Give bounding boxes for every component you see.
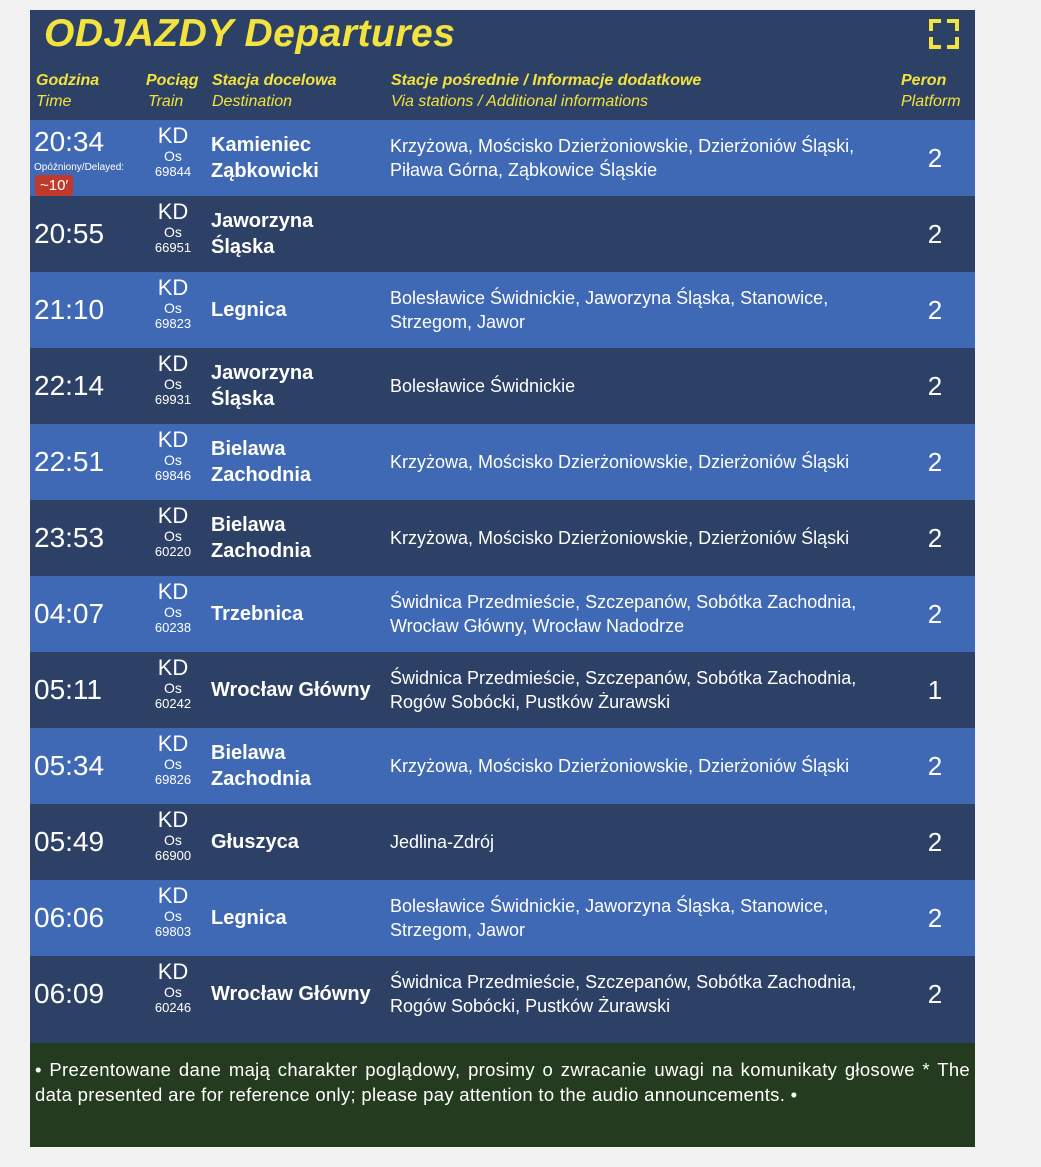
train-operator: KD <box>157 731 189 756</box>
departure-row[interactable] <box>30 348 975 424</box>
platform: 2 <box>927 142 943 173</box>
column-header-platform-pl: Peron <box>901 72 947 89</box>
train-info <box>145 656 201 712</box>
platform: 2 <box>927 978 943 1009</box>
train-info <box>145 428 201 484</box>
destination: Kamieniec Ząbkowicki <box>211 134 319 182</box>
departure-time: 22:14 <box>34 370 105 401</box>
platform: 2 <box>927 750 943 781</box>
platform: 2 <box>927 446 943 477</box>
platform: 2 <box>927 598 943 629</box>
column-header-train-pl: Pociąg <box>146 72 199 89</box>
column-header-via-en: Via stations / Additional informations <box>391 93 649 110</box>
via-stations: Bolesławice Świdnickie <box>390 376 576 396</box>
via-stations: Świdnica Przedmieście, Szczepanów, Sobótka Zachodnia, Rogów Sobócki, Pustków Żurawski <box>390 668 857 712</box>
departure-time: 06:09 <box>34 978 105 1009</box>
via-stations: Krzyżowa, Mościsko Dzierżoniowskie, Dzierżoniów Śląski <box>390 528 850 548</box>
train-category: Os <box>164 376 182 392</box>
destination: Bielawa Zachodnia <box>211 514 312 562</box>
column-header-time <box>36 70 99 112</box>
departure-row[interactable] <box>30 880 975 956</box>
train-operator: KD <box>157 275 189 300</box>
departure-time: 20:34 <box>34 126 105 157</box>
destination: Bielawa Zachodnia <box>211 742 312 790</box>
via-stations: Bolesławice Świdnickie, Jaworzyna Śląska, Stanowice, Strzegom, Jawor <box>390 288 829 332</box>
platform: 2 <box>927 370 943 401</box>
delay-badge: ~10′ <box>35 175 73 196</box>
train-category: Os <box>164 452 182 468</box>
train-number: 69823 <box>154 316 192 331</box>
train-number: 69846 <box>154 468 192 483</box>
train-info <box>145 124 201 180</box>
board-title: ODJAZDY Departures <box>44 12 456 55</box>
train-category: Os <box>164 832 182 848</box>
column-header-via-pl: Stacje pośrednie / Informacje dodatkowe <box>391 72 702 89</box>
column-header-destination <box>212 70 337 112</box>
departure-row[interactable] <box>30 120 975 196</box>
footer-notice: • Prezentowane dane mają charakter poglądowy, prosimy o zwracanie uwagi na komunikaty głosowe * The data presented are for reference only; please pay attention to the audio announcements. • <box>30 1043 975 1147</box>
train-number: 60220 <box>154 544 192 559</box>
destination: Jaworzyna Śląska <box>211 362 314 410</box>
column-header-destination-en: Destination <box>212 93 293 110</box>
train-category: Os <box>164 528 182 544</box>
column-header-time-en: Time <box>36 93 72 110</box>
train-number: 60246 <box>154 1000 192 1015</box>
train-number: 69803 <box>154 924 192 939</box>
column-header-platform <box>901 70 961 112</box>
departure-time: 05:49 <box>34 826 105 857</box>
destination: Legnica <box>211 299 287 321</box>
train-info <box>145 276 201 332</box>
departure-row[interactable] <box>30 576 975 652</box>
train-category: Os <box>164 604 182 620</box>
departure-time: 05:34 <box>34 750 105 781</box>
departure-row[interactable] <box>30 424 975 500</box>
via-stations: Świdnica Przedmieście, Szczepanów, Sobótka Zachodnia, Rogów Sobócki, Pustków Żurawski <box>390 972 857 1016</box>
departure-time: 06:06 <box>34 902 105 933</box>
departure-time: 22:51 <box>34 446 105 477</box>
train-info <box>145 200 201 256</box>
departure-time: 04:07 <box>34 598 105 629</box>
via-stations: Krzyżowa, Mościsko Dzierżoniowskie, Dzierżoniów Śląski <box>390 756 850 776</box>
train-category: Os <box>164 756 182 772</box>
via-stations: Świdnica Przedmieście, Szczepanów, Sobótka Zachodnia, Wrocław Główny, Wrocław Nadodrze <box>390 592 857 636</box>
train-number: 66900 <box>154 848 192 863</box>
departure-row[interactable] <box>30 728 975 804</box>
destination: Bielawa Zachodnia <box>211 438 312 486</box>
destination: Jaworzyna Śląska <box>211 210 314 258</box>
train-info <box>145 808 201 864</box>
train-operator: KD <box>157 579 189 604</box>
train-operator: KD <box>157 503 189 528</box>
departure-row[interactable] <box>30 500 975 576</box>
train-operator: KD <box>157 123 189 148</box>
platform: 2 <box>927 826 943 857</box>
train-number: 60242 <box>154 696 192 711</box>
platform: 2 <box>927 902 943 933</box>
column-header-train-en: Train <box>148 93 184 110</box>
departure-row[interactable] <box>30 804 975 880</box>
train-operator: KD <box>157 959 189 984</box>
departure-time: 23:53 <box>34 522 105 553</box>
fullscreen-icon[interactable] <box>928 18 960 50</box>
departure-row[interactable] <box>30 196 975 272</box>
destination: Legnica <box>211 907 287 929</box>
train-operator: KD <box>157 199 189 224</box>
train-category: Os <box>164 224 182 240</box>
train-category: Os <box>164 908 182 924</box>
departure-row[interactable] <box>30 272 975 348</box>
train-info <box>145 884 201 940</box>
train-number: 69826 <box>154 772 192 787</box>
destination: Wrocław Główny <box>211 679 371 701</box>
train-info <box>145 960 201 1016</box>
destination: Głuszyca <box>211 831 299 853</box>
train-info <box>145 504 201 560</box>
column-header-via <box>391 70 701 112</box>
destination: Wrocław Główny <box>211 983 371 1005</box>
train-operator: KD <box>157 351 189 376</box>
departures-list <box>30 120 975 1032</box>
train-number: 69931 <box>154 392 192 407</box>
platform: 2 <box>927 218 943 249</box>
column-header-platform-en: Platform <box>901 93 961 110</box>
column-header-time-pl: Godzina <box>36 72 100 89</box>
train-operator: KD <box>157 427 189 452</box>
via-stations: Jedlina-Zdrój <box>390 832 495 852</box>
destination: Trzebnica <box>211 603 304 625</box>
departure-row[interactable] <box>30 652 975 728</box>
train-operator: KD <box>157 655 189 680</box>
train-category: Os <box>164 148 182 164</box>
platform: 2 <box>927 522 943 553</box>
train-info <box>145 580 201 636</box>
train-number: 69844 <box>154 164 192 179</box>
via-stations: Krzyżowa, Mościsko Dzierżoniowskie, Dzierżoniów Śląski <box>390 452 850 472</box>
platform: 1 <box>927 674 943 705</box>
departure-time: 05:11 <box>34 674 102 705</box>
column-header-destination-pl: Stacja docelowa <box>212 72 337 89</box>
train-number: 60238 <box>154 620 192 635</box>
train-category: Os <box>164 680 182 696</box>
departure-time: 20:55 <box>34 218 105 249</box>
column-header-train <box>146 70 198 112</box>
train-info <box>145 352 201 408</box>
train-category: Os <box>164 300 182 316</box>
departure-board <box>30 10 975 1147</box>
train-number: 66951 <box>154 240 192 255</box>
via-stations: Krzyżowa, Mościsko Dzierżoniowskie, Dzierżoniów Śląski, Piława Górna, Ząbkowice Śląskie <box>390 136 855 180</box>
train-category: Os <box>164 984 182 1000</box>
delay-label: Opóźniony/Delayed: <box>34 162 125 173</box>
departure-row[interactable] <box>30 956 975 1032</box>
via-stations <box>390 196 890 272</box>
platform: 2 <box>927 294 943 325</box>
train-operator: KD <box>157 883 189 908</box>
departure-time: 21:10 <box>34 294 105 325</box>
train-info <box>145 732 201 788</box>
train-operator: KD <box>157 807 189 832</box>
via-stations: Bolesławice Świdnickie, Jaworzyna Śląska, Stanowice, Strzegom, Jawor <box>390 896 829 940</box>
